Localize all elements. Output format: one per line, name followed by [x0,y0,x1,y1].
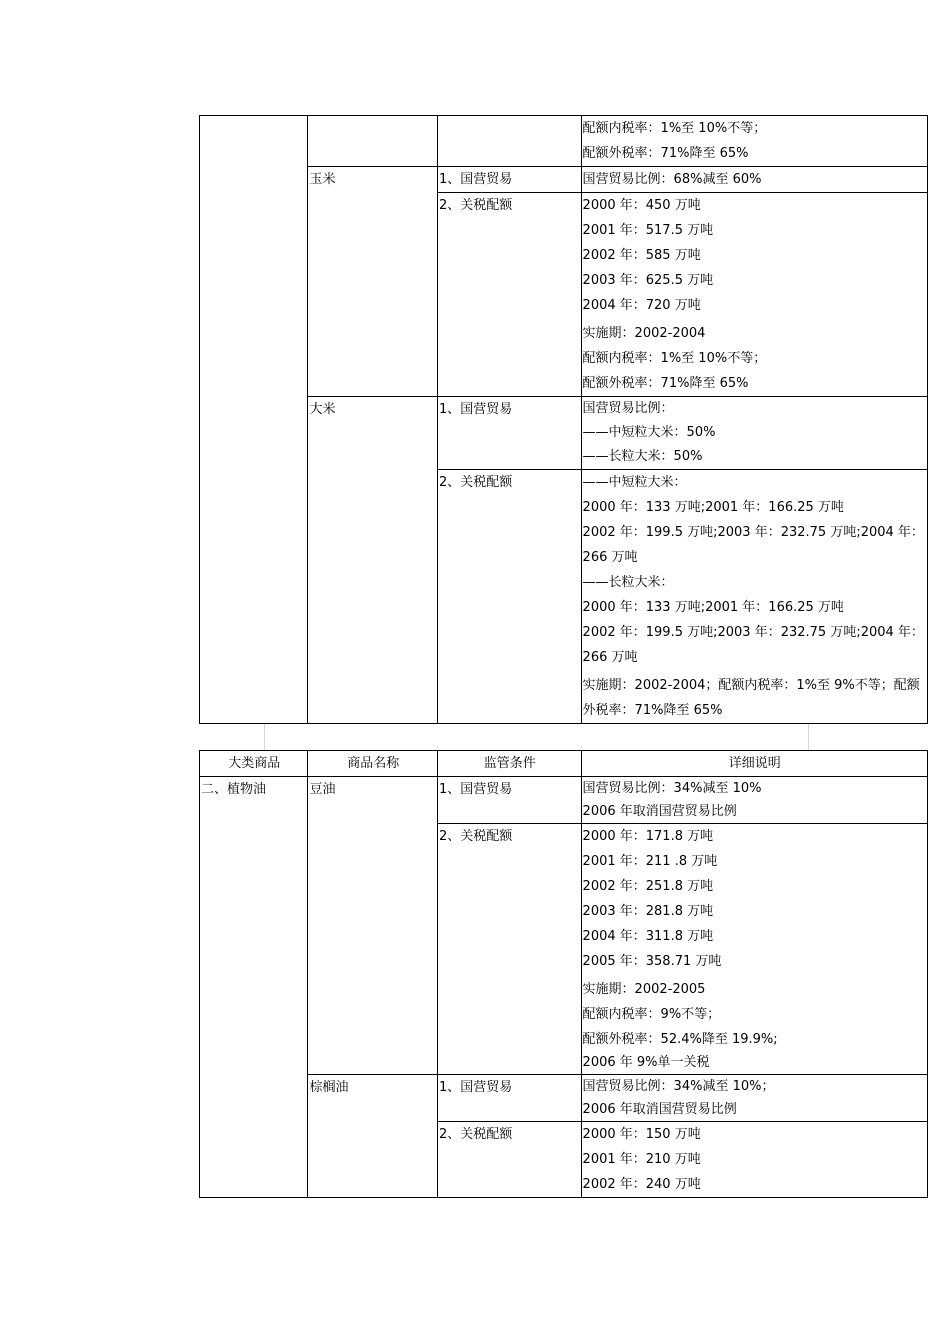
detail-line: 2003 年：625.5 万吨 [582,273,714,288]
detail-line: ——中短粒大米：50% [582,425,716,440]
detail-line: 2000 年：150 万吨 [582,1127,701,1142]
detail-line: 配额外税率：71%降至 65% [582,376,749,391]
detail-cell [581,193,927,397]
detail-line: 2002 年：199.5 万吨;2003 年：232.75 万吨;2004 年：266 万吨 [582,525,924,565]
condition-tariff-quota: 2、关税配额 [437,193,581,397]
name-cell [308,116,438,167]
product-name-corn: 玉米 [308,167,438,397]
vegetable-oil-table [199,750,928,1198]
detail-line: 2005 年：358.71 万吨 [582,954,722,969]
detail-line: 2000 年：133 万吨;2001 年：166.25 万吨 [582,600,844,615]
detail-line: 配额内税率：1%至 10%不等； [582,121,767,136]
table-row [200,1075,928,1122]
table-row [200,116,928,167]
detail-line: 国营贸易比例： [582,401,674,416]
detail-line: 2001 年：211 .8 万吨 [582,854,718,869]
table-row [200,167,928,193]
header-row [200,751,928,777]
detail-line: 实施期：2002-2004；配额内税率：1%至 9%不等；配额外税率：71%降至 65% [582,678,920,718]
detail-line: 2001 年：517.5 万吨 [582,223,714,238]
detail-cell [581,824,927,1075]
detail-line: 2003 年：281.8 万吨 [582,904,714,919]
condition-state-trade: 1、国营贸易 [437,777,581,824]
product-name-soy-oil: 豆油 [308,777,438,1075]
detail-line: 2004 年：311.8 万吨 [582,929,714,944]
detail-line: 国营贸易比例：34%减至 10%； [582,1079,775,1094]
detail-line: 2006 年 9%单一关税 [582,1055,710,1070]
category-cell: 二、植物油 [200,777,308,1198]
detail-line: ——中短粒大米： [582,475,687,490]
detail-line: 2000 年：133 万吨;2001 年：166.25 万吨 [582,500,844,515]
detail-line: 国营贸易比例：34%减至 10% [582,781,762,796]
condition-state-trade: 1、国营贸易 [437,1075,581,1122]
detail-line: 2002 年：585 万吨 [582,248,701,263]
condition-tariff-quota: 2、关税配额 [437,470,581,724]
header-condition: 监管条件 [437,751,581,777]
detail-line: 配额内税率：1%至 10%不等； [582,351,767,366]
header-details: 详细说明 [581,751,927,777]
detail-line: 2006 年取消国营贸易比例 [582,1102,737,1117]
detail-line: 2001 年：210 万吨 [582,1152,701,1167]
detail-cell [581,777,927,824]
table-row [200,397,928,470]
detail-line: 2000 年：171.8 万吨 [582,829,714,844]
detail-line: 2002 年：240 万吨 [582,1177,701,1192]
detail-line: 2006 年取消国营贸易比例 [582,804,737,819]
header-product-name: 商品名称 [308,751,438,777]
condition-state-trade: 1、国营贸易 [437,397,581,470]
grain-table [199,115,928,724]
detail-cell [581,167,927,193]
detail-cell [581,1122,927,1198]
detail-cell [581,1075,927,1122]
detail-cell [581,116,927,167]
detail-line: 2004 年：720 万吨 [582,298,701,313]
detail-line: 配额外税率：71%降至 65% [582,146,749,161]
product-name-palm-oil: 棕榈油 [308,1075,438,1198]
detail-line: 2000 年：450 万吨 [582,198,701,213]
detail-line: ——长粒大米：50% [582,449,703,464]
detail-cell [581,397,927,470]
divider-line-right [808,724,809,750]
header-category: 大类商品 [200,751,308,777]
detail-line: ——长粒大米： [582,575,674,590]
category-cell [200,116,308,724]
detail-cell [581,470,927,724]
detail-line: 国营贸易比例：68%减至 60% [582,172,762,187]
detail-line: 实施期：2002-2005 [582,982,706,997]
product-name-rice: 大米 [308,397,438,724]
detail-line: 配额内税率：9%不等； [582,1007,721,1022]
detail-line: 2002 年：199.5 万吨;2003 年：232.75 万吨;2004 年：266 万吨 [582,625,924,665]
condition-state-trade: 1、国营贸易 [437,167,581,193]
condition-tariff-quota: 2、关税配额 [437,1122,581,1198]
condition-cell [437,116,581,167]
divider-line-left [264,724,265,750]
detail-line: 实施期：2002-2004 [582,326,706,341]
table-row [200,777,928,824]
detail-line: 配额外税率：52.4%降至 19.9%; [582,1032,778,1047]
detail-line: 2002 年：251.8 万吨 [582,879,714,894]
condition-tariff-quota: 2、关税配额 [437,824,581,1075]
